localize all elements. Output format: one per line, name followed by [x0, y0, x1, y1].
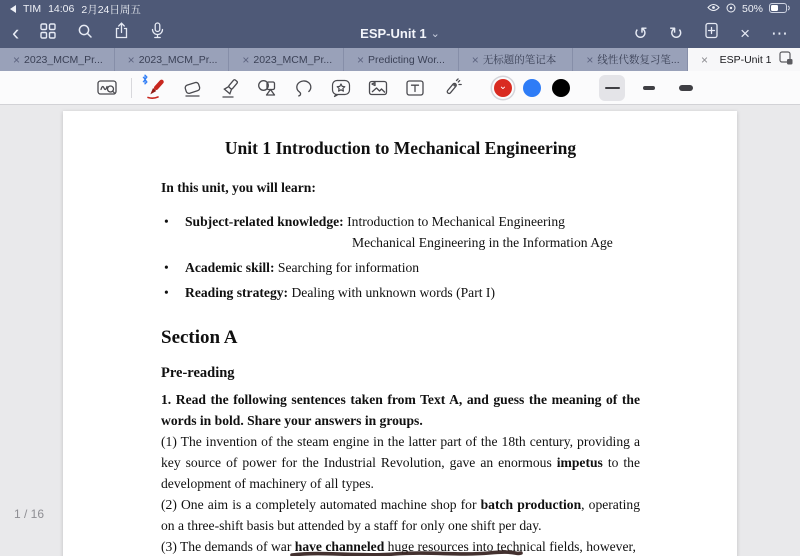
laser-pointer-tool-icon[interactable]	[439, 75, 465, 101]
sentence-3: (3) The demands of war have channeled huge resources into technical fields, however,	[161, 539, 636, 554]
thumbnails-grid-icon[interactable]	[40, 23, 56, 44]
share-icon[interactable]	[114, 22, 129, 44]
exit-edit-mode-icon[interactable]: ×	[740, 23, 750, 43]
clock: 14:06	[48, 3, 75, 15]
tab-active-esp-unit-1[interactable]: × ESP-Unit 1	[688, 48, 800, 71]
close-icon[interactable]: ×	[586, 52, 594, 67]
chevron-down-icon: ⌄	[498, 80, 508, 92]
back-to-app-icon[interactable]	[10, 5, 16, 13]
close-icon[interactable]: ×	[701, 52, 709, 67]
more-options-icon[interactable]: ⋯	[771, 23, 788, 43]
subsection-heading: Pre-reading	[161, 365, 235, 381]
sentence-2: (2) One aim is a completely automated machine shop for batch production, operating on a three-shift basis but attended by a staff for only one shift per day.	[161, 497, 640, 533]
thickness-thick[interactable]	[673, 75, 699, 101]
new-window-icon[interactable]	[779, 51, 793, 68]
sentence-1: (1) The invention of the steam engine in the latter part of the 18th century, providing a key source of power for the Industrial Revolution, gave an enormous impetus to the development of machinery of all types.	[161, 434, 640, 491]
carrier-label: TIM	[23, 3, 42, 15]
tab-4[interactable]: × Predicting Wor...	[344, 48, 459, 71]
shapes-tool-icon[interactable]	[254, 75, 280, 101]
notebook-title[interactable]: ESP-Unit 1 ⌄	[360, 25, 440, 41]
tab-1[interactable]: × 2023_MCM_Pr...	[0, 48, 115, 71]
doc-title: Unit 1 Introduction to Mechanical Engineering	[224, 138, 577, 158]
orientation-lock-icon	[726, 3, 736, 16]
bullet-icon: •	[164, 285, 169, 300]
sticker-tool-icon[interactable]	[328, 75, 354, 101]
tab-bar	[0, 48, 800, 71]
list-item: • Subject-related knowledge: Introduction to Mechanical Engineering Mechanical Engineering in the Information Age	[161, 211, 640, 253]
back-icon[interactable]: ‹	[12, 20, 20, 45]
pdf-page[interactable]	[63, 111, 737, 556]
add-page-icon[interactable]	[704, 22, 719, 44]
close-icon[interactable]: ×	[13, 52, 21, 67]
eye-icon	[707, 3, 720, 15]
bullet-icon: •	[164, 214, 169, 229]
search-icon[interactable]	[77, 23, 93, 44]
thickness-medium[interactable]	[636, 75, 662, 101]
undo-icon[interactable]: ↺	[633, 23, 648, 43]
color-swatch-black[interactable]	[552, 79, 570, 97]
list-item: • Reading strategy: Dealing with unknown words (Part I)	[161, 282, 640, 303]
tab-3[interactable]: × 2023_MCM_Pr...	[229, 48, 344, 71]
close-icon[interactable]: ×	[242, 52, 250, 67]
highlighter-tool-icon[interactable]	[217, 75, 243, 101]
tab-6[interactable]: × 线性代数复习笔...	[573, 48, 688, 71]
image-tool-icon[interactable]	[365, 75, 391, 101]
tab-2[interactable]: × 2023_MCM_Pr...	[115, 48, 230, 71]
toolbar-divider	[131, 78, 132, 98]
bluetooth-icon	[141, 74, 149, 85]
nav-bar	[0, 18, 800, 48]
color-swatch-blue[interactable]	[523, 79, 541, 97]
task-instruction: 1. Read the following sentences taken from Text A, and guess the meaning of the words in bold. Share your answers in groups.	[161, 392, 640, 428]
pen-toolbar	[0, 71, 800, 105]
list-item: • Academic skill: Searching for information	[161, 257, 640, 278]
close-icon[interactable]: ×	[471, 52, 479, 67]
microphone-icon[interactable]	[150, 22, 165, 44]
redo-icon[interactable]: ↻	[668, 23, 684, 43]
doc-intro-heading: In this unit, you will learn:	[161, 180, 316, 195]
section-heading: Section A	[161, 327, 238, 348]
exercise-text	[161, 389, 640, 556]
date-label: 2月24日周五	[81, 3, 141, 16]
tab-5[interactable]: × 无标题的笔记本	[459, 48, 574, 71]
page-indicator: 1 / 16	[14, 507, 45, 521]
battery-percent: 50%	[741, 3, 763, 15]
color-swatch-red-selected[interactable]	[494, 79, 512, 97]
pen-tool-icon[interactable]	[143, 75, 169, 101]
zoom-window-tool-icon[interactable]	[94, 75, 120, 101]
close-icon[interactable]: ×	[127, 52, 135, 67]
close-icon[interactable]: ×	[357, 52, 365, 67]
battery-icon	[769, 3, 790, 16]
eraser-tool-icon[interactable]	[180, 75, 206, 101]
status-bar	[0, 0, 800, 18]
chevron-down-icon: ⌄	[430, 27, 440, 40]
bullet-icon: •	[164, 260, 169, 275]
document-canvas[interactable]	[0, 105, 800, 555]
thickness-thin-selected[interactable]	[599, 75, 625, 101]
learning-objectives-list	[161, 211, 640, 303]
text-tool-icon[interactable]	[402, 75, 428, 101]
lasso-tool-icon[interactable]	[291, 75, 317, 101]
